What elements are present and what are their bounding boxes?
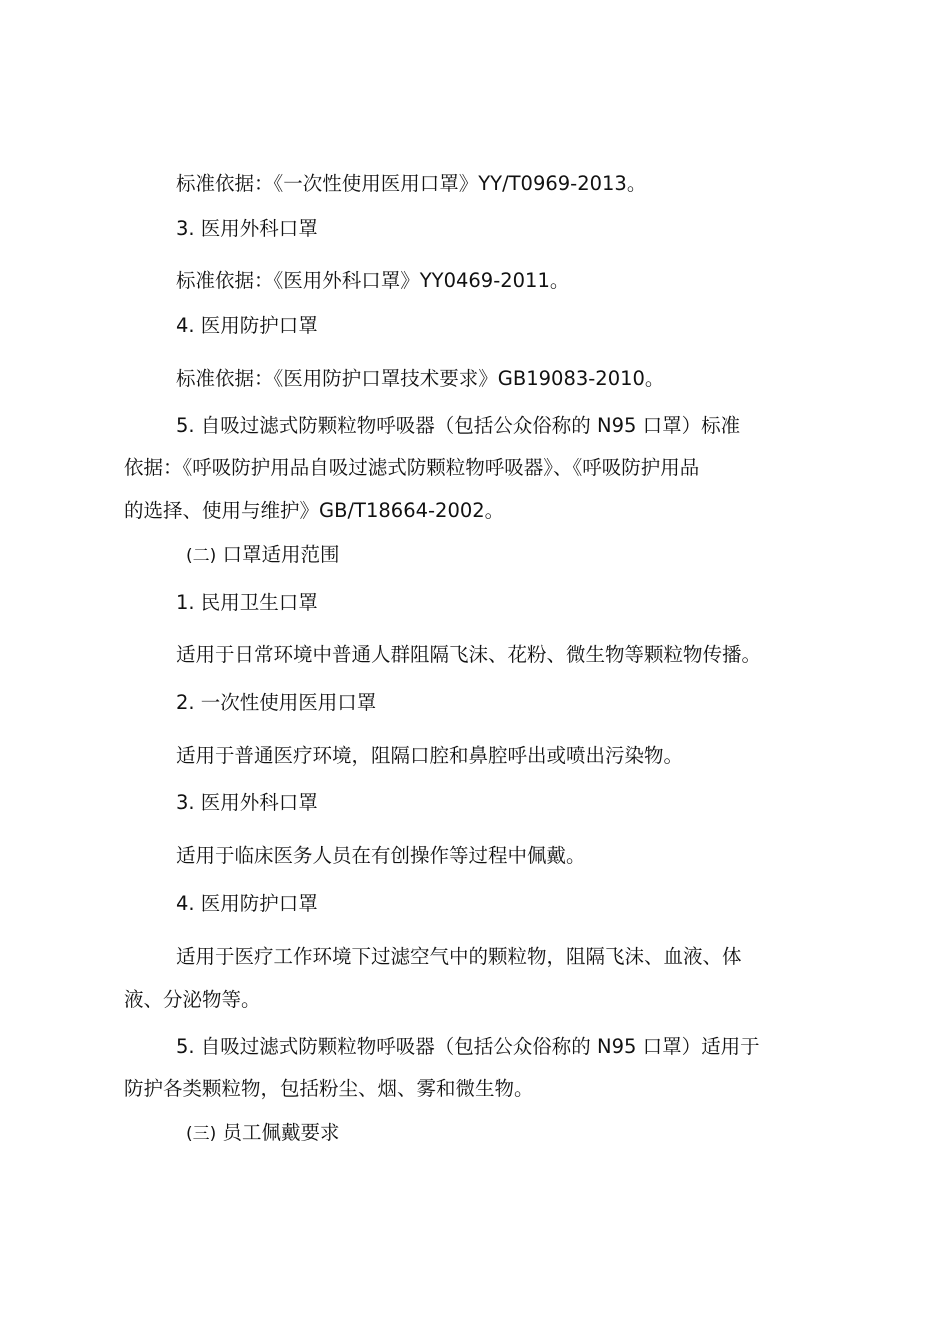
scope-item-3-surgical-mask: 3. 医用外科口罩 [176, 791, 318, 814]
scope-item-1-description: 适用于日常环境中普通人群阻隔飞沫、花粉、微生物等颗粒物传播。 [176, 643, 762, 666]
item-5-respirator-standard-line1: 5. 自吸过滤式防颗粒物呼吸器（包括公众俗称的 N95 口罩）标准 [176, 414, 741, 437]
item-3-surgical-mask: 3. 医用外科口罩 [176, 217, 318, 240]
section-title: 口罩适用范围 [222, 543, 340, 566]
standard-basis-protective-mask: 标准依据：《医用防护口罩技术要求》GB19083-2010。 [176, 367, 665, 390]
section-title: 员工佩戴要求 [222, 1121, 340, 1144]
scope-item-2-description: 适用于普通医疗环境，阻隔口腔和鼻腔呼出或喷出污染物。 [176, 744, 684, 767]
section-heading-wearing-requirements [0, 1120, 950, 1147]
standard-basis-surgical-mask: 标准依据：《医用外科口罩》YY0469-2011。 [176, 269, 570, 292]
scope-item-2-disposable-mask: 2. 一次性使用医用口罩 [176, 691, 377, 714]
scope-item-4-protective-mask: 4. 医用防护口罩 [176, 892, 318, 915]
item-5-respirator-standard-line2: 依据：《呼吸防护用品自吸过滤式防颗粒物呼吸器》、《呼吸防护用品 [124, 456, 700, 479]
item-5-respirator-standard-line3: 的选择、使用与维护》GB/T18664-2002。 [124, 499, 505, 522]
section-heading-applicable-scope [0, 542, 950, 569]
section-marker: (二) [186, 546, 217, 566]
scope-item-3-description: 适用于临床医务人员在有创操作等过程中佩戴。 [176, 844, 586, 867]
standard-basis-disposable-mask: 标准依据：《一次性使用医用口罩》YY/T0969-2013。 [176, 172, 647, 195]
item-4-protective-mask: 4. 医用防护口罩 [176, 314, 318, 337]
section-marker: (三) [186, 1124, 217, 1144]
scope-item-5-respirator-line2: 防护各类颗粒物，包括粉尘、烟、雾和微生物。 [124, 1077, 534, 1100]
scope-item-4-description-line2: 液、分泌物等。 [124, 988, 261, 1011]
scope-item-5-respirator-line1: 5. 自吸过滤式防颗粒物呼吸器（包括公众俗称的 N95 口罩）适用于 [176, 1035, 760, 1058]
scope-item-1-civil-mask: 1. 民用卫生口罩 [176, 591, 318, 614]
scope-item-4-description-line1: 适用于医疗工作环境下过滤空气中的颗粒物，阻隔飞沫、血液、体 [176, 945, 742, 968]
